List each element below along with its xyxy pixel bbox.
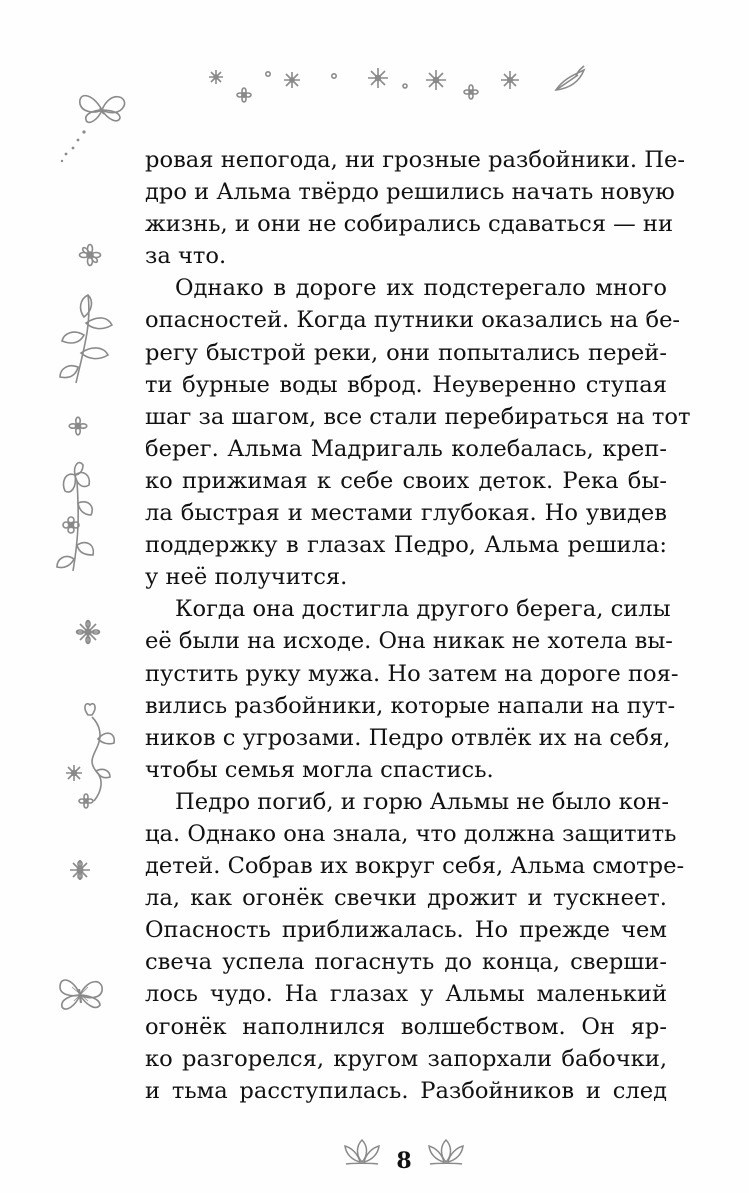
text-line: за что. <box>145 243 227 270</box>
vine-icon <box>66 704 114 808</box>
flower-icon <box>76 620 100 644</box>
text-line: вились разбойники, которые напали на пут- <box>145 692 676 719</box>
sparkle-icon <box>368 68 388 88</box>
flower-icon <box>464 85 478 99</box>
sparkle-icon <box>209 70 223 84</box>
text-line: жизнь, и они не собирались сдаваться — ни <box>145 211 674 238</box>
dot-icon <box>403 84 407 88</box>
text-line: ко разгорелся, кругом запорхали бабочки, <box>145 1045 667 1072</box>
top-ornament-border <box>200 62 600 102</box>
paragraph <box>145 786 685 1107</box>
text-line: у неё получится. <box>145 564 348 591</box>
flower-icon <box>69 417 87 435</box>
lotus-icon <box>345 1140 379 1164</box>
text-line: свеча успела погаснуть до конца, сверши- <box>145 949 667 976</box>
lotus-icon <box>429 1140 463 1164</box>
text-line: Когда она достигла другого берега, силы <box>175 596 671 623</box>
text-line: детей. Собрав их вокруг себя, Альма смотре- <box>145 853 685 880</box>
text-line: регу быстрой реки, они попытались перей- <box>145 339 667 366</box>
text-line: опасностей. Когда путники оказались на бе- <box>145 307 681 334</box>
sparkle-icon <box>501 71 519 89</box>
text-line: ла быстрая и местами глубокая. Но увидев <box>145 500 667 527</box>
paragraph <box>145 272 691 593</box>
leaf-branch-icon <box>60 295 112 383</box>
text-line: поддержку в глазах Педро, Альма решила: <box>145 532 667 559</box>
text-line: Опасность приближалась. Но прежде чем <box>145 917 667 944</box>
sparkle-icon <box>426 70 446 90</box>
text-line: огонёк наполнился волшебством. Он яр- <box>145 1013 667 1040</box>
text-line: Педро погиб, и горю Альмы не было кон- <box>175 788 670 815</box>
flower-icon <box>70 860 90 880</box>
footer-ornament-right <box>426 1138 466 1168</box>
text-line: ников с угрозами. Педро отвлёк их на себя, <box>145 724 671 751</box>
text-line: ко прижимая к себе своих деток. Река бы- <box>145 467 667 494</box>
text-line: шаг за шагом, все стали перебираться на тот <box>145 403 691 430</box>
butterfly-icon <box>60 980 102 1009</box>
flower-icon <box>237 88 251 102</box>
flowering-branch-icon <box>57 463 93 571</box>
text-line: её были на исходе. Она никак не хотела вы- <box>145 628 673 655</box>
text-line: пустить руку мужа. Но затем на дороге поя- <box>145 660 679 687</box>
dot-icon <box>332 74 336 78</box>
text-line: Однако в дороге их подстерегало много <box>175 275 667 302</box>
text-line: ти бурные воды вброд. Неуверенно ступая <box>145 371 667 398</box>
flower-icon <box>80 245 101 266</box>
page-number: 8 <box>396 1148 412 1174</box>
leaf-icon <box>556 66 584 90</box>
footer-ornament-left <box>342 1138 382 1168</box>
dotted-trail <box>61 130 86 162</box>
text-line: ровая непогода, ни грозные разбойники. Пе- <box>145 147 685 173</box>
paragraph <box>145 593 679 786</box>
text-line: чтобы семья могла спастись. <box>145 756 494 783</box>
margin-ornaments <box>40 80 140 1040</box>
text-line: лось чудо. На глазах у Альмы маленький <box>145 981 667 1008</box>
text-line: ла, как огонёк свечки дрожит и тускнеет. <box>145 885 667 912</box>
paragraph <box>145 144 685 272</box>
dot-icon <box>266 72 270 76</box>
text-line: дро и Альма твёрдо решились начать новую <box>145 179 675 206</box>
butterfly-icon <box>80 96 125 123</box>
sparkle-icon <box>284 72 300 88</box>
text-line: берег. Альма Мадригаль колебалась, креп- <box>145 435 667 462</box>
text-line: ца. Однако она знала, что должна защитить <box>145 820 677 847</box>
text-line: и тьма расступилась. Разбойников и след <box>145 1077 667 1104</box>
body-text <box>145 144 691 1107</box>
